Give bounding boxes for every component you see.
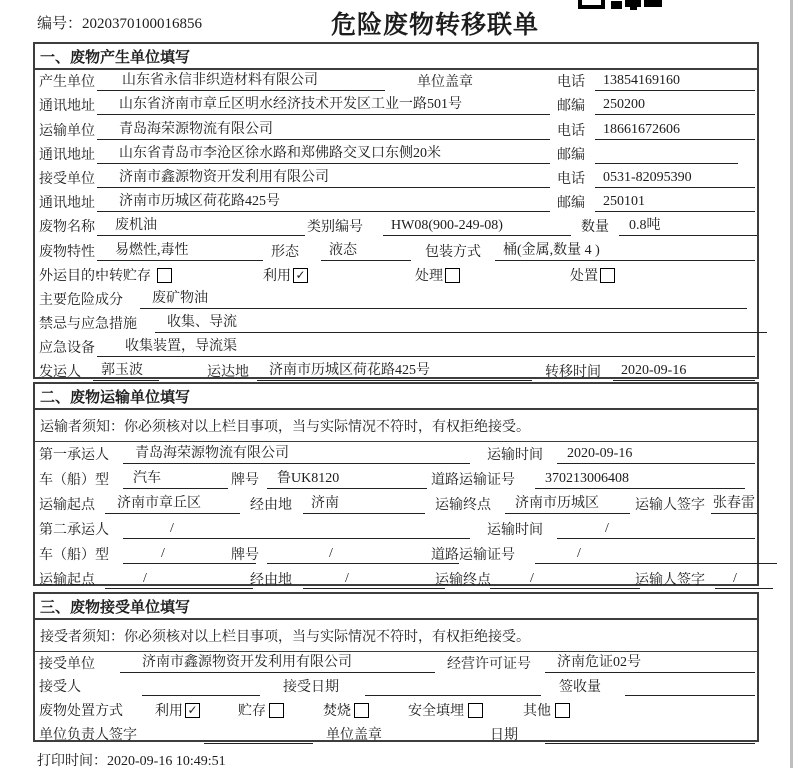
first-carrier-value: 青岛海荣源物流有限公司 [123,444,470,464]
receive-date-value [365,676,541,696]
disposal-option-store: 贮存 [238,704,266,720]
row-responsible-signature [35,723,757,747]
disposal-option-incinerate: 焚烧 [323,704,351,720]
section3-title: 三、废物接受单位填写 [35,594,757,620]
signed-amount-value [625,676,755,696]
disposal-option-other: 其他 [523,704,551,720]
row-receive-person [35,676,757,700]
consignor-label: 发运人 [39,365,81,381]
row-route-1 [35,492,757,517]
form-value: 液态 [321,241,411,261]
responsible-sign-value [204,724,313,744]
main-hazard-value: 废矿物油 [140,289,747,309]
section1-title: 一、废物产生单位填写 [35,44,757,70]
row-disposal-method [35,699,757,723]
row-transport-unit [35,118,757,142]
receiver-unit-label: 接受单位 [39,171,95,187]
landfill-checkbox [468,703,483,718]
purpose-option-utilize: 利用 [263,268,291,284]
emergency-equipment-label: 应急设备 [39,341,95,357]
quantity-value: 0.8吨 [619,216,757,236]
first-carrier-label: 第一承运人 [39,448,109,463]
row-main-hazard [35,288,757,312]
terminus-label: 运输终点 [435,573,491,588]
carrier-sign-value: / [715,569,773,589]
address-label: 通讯地址 [39,147,95,163]
date-value [545,724,755,744]
producer-unit-label: 产生单位 [39,75,95,91]
row-producer-unit [35,70,757,94]
section-receiver [33,592,759,742]
waste-name-value: 废机油 [97,216,305,236]
plate-value: 鲁UK8120 [267,469,427,489]
receive-person-value [142,676,260,696]
row-second-carrier [35,517,757,542]
transport-unit-value: 青岛海荣源物流有限公司 [97,120,550,140]
storage-checkbox [157,268,172,283]
row-waste-property [35,239,757,263]
page-title: 危险废物转移联单 [331,12,540,39]
postcode-value [595,144,738,164]
receive-unit-label: 接受单位 [39,656,95,672]
vehicle-type-value: 汽车 [123,469,228,489]
origin-value: / [105,569,253,589]
phone-label: 电话 [557,75,585,91]
packaging-label: 包装方式 [425,244,481,260]
taboo-measures-label: 禁忌与应急措施 [39,317,137,333]
row-first-carrier [35,442,757,467]
producer-unit-value: 山东省永信非织造材料有限公司 [97,71,385,91]
receive-date-label: 接受日期 [283,680,339,696]
purpose-option-storage: 中转贮存 [95,268,151,284]
row-taboo-measures [35,312,757,336]
transfer-time-label: 转移时间 [545,365,601,381]
terminus-label: 运输终点 [435,498,491,513]
phone-label: 电话 [557,171,585,187]
disposal-method-label: 废物处置方式 [39,704,123,720]
address-label: 通讯地址 [39,196,95,212]
section2-title: 二、废物运输单位填写 [35,384,757,410]
vehicle-type-label: 车（船）型 [39,548,109,563]
row-vehicle-1 [35,467,757,492]
vehicle-type-label: 车（船）型 [39,473,109,488]
destination-label: 运达地 [207,365,249,381]
unit-seal-label: 单位盖章 [417,75,473,91]
via-value: / [303,569,445,589]
transporter-notice: 运输者须知：你必须核对以上栏目事项，当与实际情况不符时，有权拒绝接受。 [35,410,757,442]
row-vehicle-2 [35,542,757,567]
qr-code-icon [578,0,662,10]
purpose-option-dispose: 处置 [570,268,598,284]
terminus-value: / [490,569,640,589]
transport-unit-label: 运输单位 [39,123,95,139]
incinerate-checkbox [354,703,369,718]
category-code-label: 类别编号 [307,220,363,236]
address-label: 通讯地址 [39,99,95,115]
row-consignor [35,360,757,384]
disposal-option-landfill: 安全填埋 [408,704,464,720]
receive-person-label: 接受人 [39,680,81,696]
license-label: 经营许可证号 [447,656,531,672]
receiver-unit-value: 济南市鑫源物资开发利用有限公司 [97,168,550,188]
destination-value: 济南市历城区荷花路425号 [257,361,532,381]
row-emergency-equipment [35,336,757,360]
signed-amount-label: 签收量 [559,680,601,696]
print-time [37,750,226,770]
utilize-checkbox: ✓ [293,268,308,283]
carrier-sign-label: 运输人签字 [635,573,705,588]
responsible-sign-label: 单位负责人签字 [39,727,137,743]
waste-name-label: 废物名称 [39,220,95,236]
plate-label: 牌号 [231,473,259,488]
print-time-label: 打印时间： [37,754,107,769]
carrier-sign-label: 运输人签字 [635,498,705,513]
terminus-value: 济南市历城区 [505,494,630,514]
utilize-checkbox: ✓ [185,703,200,718]
date-label: 日期 [490,727,518,743]
second-carrier-value: / [123,519,470,539]
main-hazard-label: 主要危险成分 [39,292,123,308]
consignor-value: 郭玉波 [93,361,159,381]
disposal-option-utilize: 利用 [155,704,183,720]
plate-label: 牌号 [231,548,259,563]
license-value: 济南危证02号 [545,653,755,673]
postcode-value: 250101 [595,192,755,212]
phone-label: 电话 [557,123,585,139]
row-receiver-address [35,191,757,215]
serial-number [37,12,202,33]
carrier-sign-value: 张春雷 [711,494,757,514]
receiver-notice: 接受者须知：你必须核对以上栏目事项，当与实际情况不符时，有权拒绝接受。 [35,620,757,652]
row-transport-address [35,143,757,167]
phone-value: 18661672606 [595,120,755,140]
page-edge-divider [790,0,793,768]
taboo-measures-value: 收集、导流 [155,313,767,333]
address-value: 济南市历城区荷花路425号 [97,192,550,212]
row-waste-name [35,215,757,239]
serial-value: 2020370100016856 [82,16,203,32]
via-label: 经由地 [250,573,292,588]
waste-property-label: 废物特性 [39,244,95,260]
waste-property-value: 易燃性,毒性 [97,241,263,261]
packaging-value: 桶(金属,数量 4 ) [495,241,755,261]
phone-value: 0531-82095390 [595,168,755,188]
address-value: 山东省济南市章丘区明水经济技术开发区工业一路501号 [97,95,550,115]
via-label: 经由地 [250,498,292,513]
road-permit-value: 370213006408 [535,469,745,489]
transfer-time-value: 2020-09-16 [613,361,755,381]
treat-checkbox [445,268,460,283]
row-transfer-purpose [35,264,757,288]
emergency-equipment-value: 收集装置，导流渠 [97,337,755,357]
postcode-label: 邮编 [557,196,585,212]
serial-label: 编号： [37,16,83,32]
store-checkbox [269,703,284,718]
address-value: 山东省青岛市李沧区徐水路和郑佛路交叉口东侧20米 [97,144,550,164]
postcode-value: 250200 [595,95,755,115]
via-value: 济南 [303,494,425,514]
origin-label: 运输起点 [39,573,95,588]
transport-time-label: 运输时间 [487,448,543,463]
vehicle-type-value: / [123,544,256,564]
row-route-2 [35,567,757,592]
transport-time-value: / [557,519,755,539]
quantity-label: 数量 [581,220,609,236]
category-code-value: HW08(900-249-08) [383,216,571,236]
postcode-label: 邮编 [557,147,585,163]
section-producer [33,42,759,379]
print-time-value: 2020-09-16 10:49:51 [107,754,226,769]
row-receiver-unit [35,167,757,191]
purpose-label: 外运目的： [39,268,109,284]
road-permit-label: 道路运输证号 [431,473,515,488]
origin-label: 运输起点 [39,498,95,513]
row-receive-unit [35,652,757,676]
receive-unit-value: 济南市鑫源物资开发利用有限公司 [120,653,435,673]
purpose-option-treat: 处理 [415,268,443,284]
second-carrier-label: 第二承运人 [39,523,109,538]
unit-seal-label: 单位盖章 [326,727,382,743]
row-producer-address [35,94,757,118]
section-transporter [33,382,759,586]
road-permit-label: 道路运输证号 [431,548,515,563]
other-checkbox [555,703,570,718]
postcode-label: 邮编 [557,99,585,115]
transport-time-label: 运输时间 [487,523,543,538]
form-label: 形态 [271,244,299,260]
transport-time-value: 2020-09-16 [557,444,755,464]
origin-value: 济南市章丘区 [105,494,240,514]
dispose-checkbox [600,268,615,283]
plate-value: / [267,544,459,564]
phone-value: 13854169160 [595,71,755,91]
road-permit-value: / [535,544,777,564]
